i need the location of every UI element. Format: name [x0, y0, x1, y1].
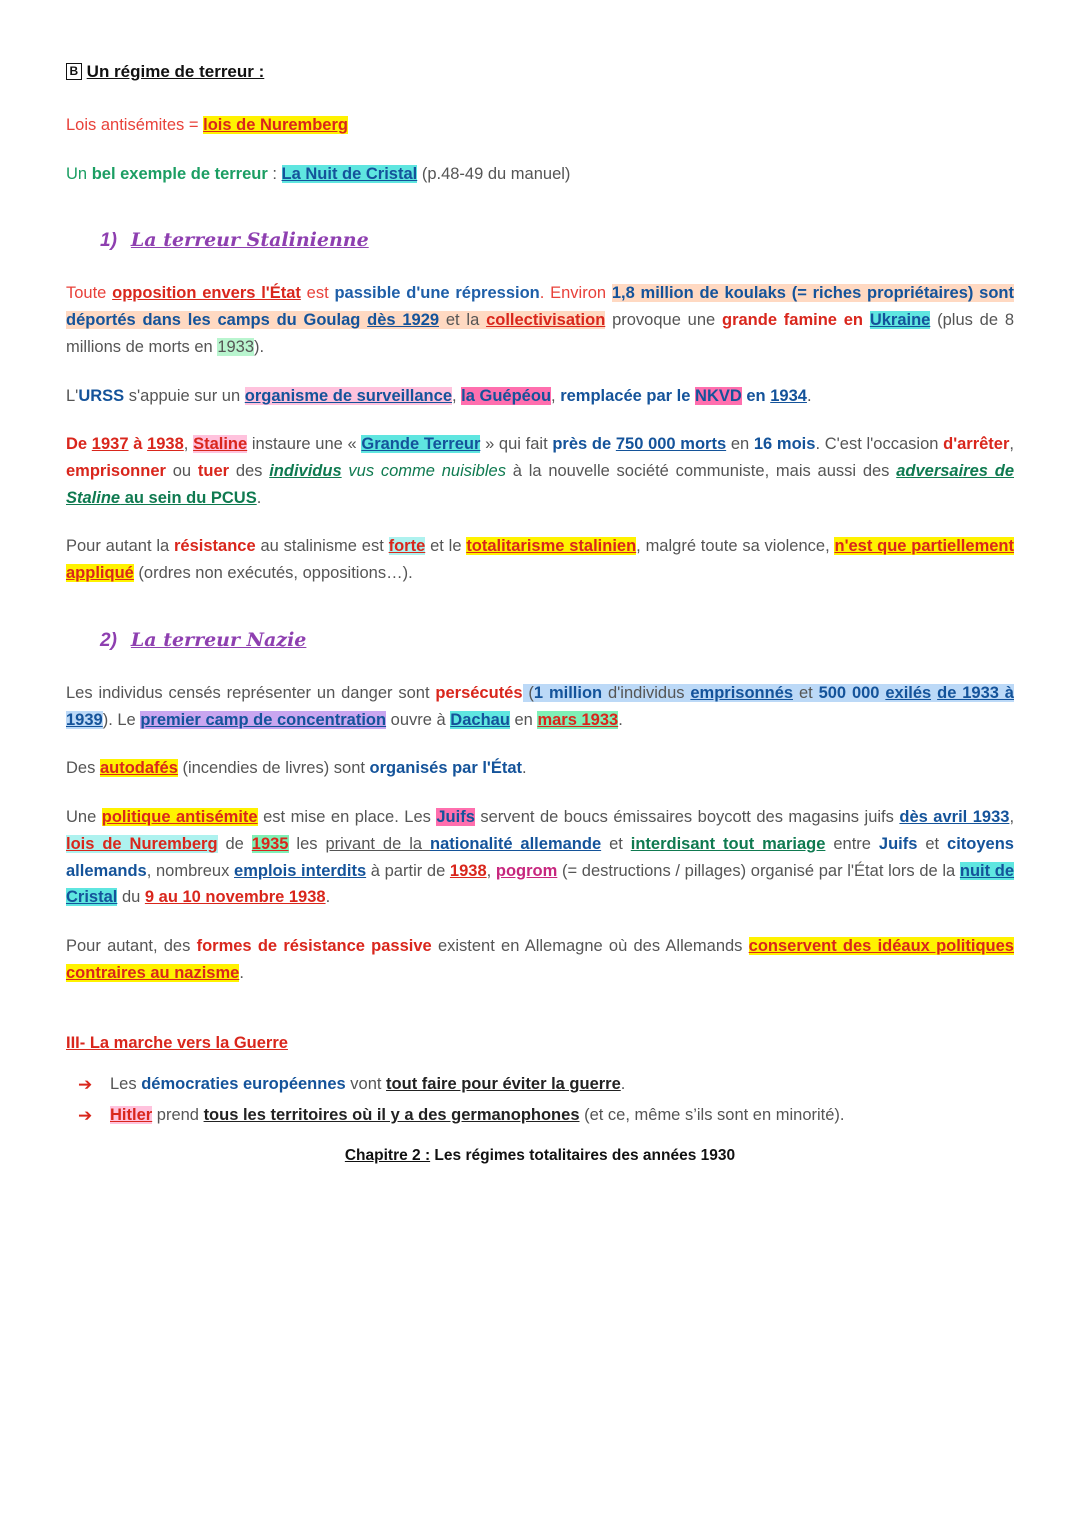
s1p3-t1: De — [66, 435, 92, 454]
s1p1-t11: provoque une — [605, 311, 722, 330]
s1p4-resistance: résistance — [174, 537, 256, 556]
s2p2-t1: Des — [66, 759, 100, 778]
s2p1-t13: ). Le — [102, 710, 141, 729]
s2p2-t5: . — [522, 759, 527, 778]
s1p1-famine: grande famine en — [721, 311, 870, 330]
s2p3-t9: de — [217, 834, 252, 853]
b2-territoires: tous les territoires où il y a des germanophones — [203, 1106, 580, 1125]
s1p3-t20: des — [229, 462, 270, 481]
s1p3-1937: 1937 — [91, 435, 129, 454]
s1p4-forte: forte — [388, 537, 426, 556]
s1-paragraph-3 — [66, 431, 1014, 511]
s1p4-t9: (ordres non exécutés, oppositions…). — [133, 564, 413, 583]
s2p3-t11: les — [288, 834, 326, 853]
s1p2-t3: s'appuie sur un — [124, 386, 245, 405]
s2p1-de-1933-1939: de 1933 à 1939 — [66, 683, 1014, 729]
b2-t5: (et ce, même s’ils sont en minorité). — [579, 1106, 845, 1125]
s1p3-staline: Staline — [193, 435, 248, 454]
s2p1-exiles: exilés — [885, 683, 932, 702]
s1p3-adversaires: adversaires de Staline — [66, 462, 1014, 507]
s2p3-t26: (= destructions / pillages) organisé par l'État lors de la — [557, 861, 960, 880]
s1p1-1933: 1933 — [217, 337, 255, 356]
s2p3-lois-nuremberg: lois de Nuremberg — [66, 834, 218, 853]
s2p1-t3: ( — [522, 683, 534, 702]
s1p3-t24: à la nouvelle société communiste, mais aussi des — [505, 462, 897, 481]
s1p1-ukraine: Ukraine — [869, 311, 931, 330]
s1p2-1934: 1934 — [770, 386, 807, 405]
s1p4-t5: et le — [425, 537, 467, 556]
paragraph-lois-antisemites — [66, 112, 1014, 139]
arrow-icon: ➔ — [78, 1075, 93, 1095]
list-item — [66, 1071, 1014, 1098]
s2p4-t3: existent en Allemagne où des Allemands — [431, 936, 749, 955]
s2p1-t17: en — [509, 710, 538, 729]
s2p3-9-10-nov-1938: 9 au 10 novembre 1938 — [144, 888, 326, 907]
subsection-2-number: 2) — [100, 629, 117, 651]
nuit-de-cristal-highlight: La Nuit de Cristal — [281, 164, 418, 183]
s1p3-t22: vus comme — [341, 462, 442, 481]
exemple-t3: : — [267, 164, 282, 183]
s1p1-goulag: (= riches propriétaires) sont déportés dans les camps du Goulag — [66, 284, 1014, 330]
s1p2-organisme-surveillance: organisme de surveillance — [244, 386, 452, 405]
s1p2-remplacee: remplacée par le — [560, 386, 696, 405]
footer-title: Les régimes totalitaires des années 1930 — [430, 1146, 736, 1164]
s2p1-t5: d'individus — [602, 683, 691, 702]
s2p3-emplois-interdits: emplois interdits — [234, 861, 367, 880]
s2p3-juifs: Juifs — [436, 808, 475, 827]
s2p3-avril-1933: dès avril 1933 — [899, 808, 1010, 827]
s2p1-dachau: Dachau — [450, 710, 510, 729]
s1p2-urss: URSS — [78, 386, 125, 405]
s1p3-t12: en — [726, 435, 754, 454]
exemple-t1: Un — [66, 164, 92, 183]
s1-paragraph-4 — [66, 533, 1014, 586]
exemple-t2: bel exemple de terreur — [91, 164, 268, 183]
s2p3-t30: . — [325, 888, 331, 907]
s2-paragraph-3 — [66, 804, 1014, 911]
s2p3-t5: servent de boucs émissaires boycott des magasins juifs — [474, 808, 900, 827]
s2p4-t1: Pour autant, des — [66, 936, 197, 955]
s2p1-500000: 500 000 — [818, 683, 880, 702]
page-footer — [66, 1147, 1014, 1165]
s2p3-politique-antisemite: politique antisémite — [101, 808, 258, 827]
arrow-icon: ➔ — [78, 1106, 93, 1126]
s1p1-repression: passible d'une répression — [334, 284, 540, 303]
s2p1-emprisonnes: emprisonnés — [690, 683, 794, 702]
s1p3-t14: . C'est l'occasion — [815, 435, 944, 454]
subsection-1-number: 1) — [100, 230, 117, 252]
s2p3-1935: 1935 — [251, 834, 289, 853]
s2-paragraph-4 — [66, 933, 1014, 986]
s1p2-t7: , — [551, 386, 561, 405]
subsection-1-heading — [100, 229, 1014, 252]
b1-t1: Les — [110, 1075, 142, 1094]
exemple-t5: (p.48-49 du manuel) — [417, 164, 571, 183]
s2p1-t19: . — [618, 710, 623, 729]
s1p3-t5: , — [183, 435, 194, 454]
footer-chapter: Chapitre 2 : — [344, 1146, 431, 1164]
s1p3-t3: à — [128, 435, 148, 454]
s2p4-t5: . — [239, 963, 244, 982]
s1p3-emprisonner: emprisonner — [66, 462, 166, 481]
s2p3-privant: privant de la — [325, 834, 430, 853]
subsection-2-heading — [100, 629, 1014, 652]
s1p3-1938: 1938 — [147, 435, 184, 454]
s1p2-t5: , — [452, 386, 462, 405]
s2p3-citoyens: citoyens allemands — [66, 834, 1014, 880]
s1p3-t9: » qui fait — [480, 435, 553, 454]
s1p3-nuisibles: nuisibles — [441, 462, 506, 481]
s2p3-interdisant-mariage: interdisant tout mariage — [630, 834, 826, 853]
s1p3-t16: , — [1009, 435, 1014, 454]
s2p3-t14: et — [601, 834, 631, 853]
s1p1-koulaks: 1,8 million de koulaks — [611, 284, 786, 303]
s2p2-autodafes: autodafés — [99, 759, 178, 778]
section-letter-box: B — [66, 63, 82, 80]
s2p1-1million: 1 million — [533, 683, 603, 702]
s1p4-t1: Pour autant la — [66, 537, 174, 556]
s2p1-t1: Les individus censés représenter un danger sont — [66, 683, 436, 702]
s1p1-t14: (plus de 8 millions de morts en — [66, 311, 1015, 356]
heading-section-b-text: Un régime de terreur : — [86, 62, 265, 81]
s1p1-collectivisation: collectivisation — [486, 311, 606, 330]
s1p1-t16: ). — [254, 337, 265, 356]
s2-paragraph-1 — [66, 680, 1014, 733]
b2-t3: prend — [152, 1106, 204, 1125]
s1p2-nkvd: NKVD — [695, 386, 742, 405]
lois-de-nuremberg-highlight: lois de Nuremberg — [203, 116, 348, 134]
s2p1-mars-1933: mars 1933 — [537, 710, 619, 729]
s1p3-tuer: tuer — [197, 462, 230, 481]
s2-paragraph-2 — [66, 755, 1014, 782]
s2p3-t7: , — [1009, 808, 1015, 827]
section-3-title: III- La marche vers la Guerre — [66, 1034, 288, 1053]
b1-t3: vont — [345, 1075, 387, 1094]
s1p1-t9: et la — [439, 311, 487, 330]
b1-eviter-guerre: tout faire pour éviter la guerre — [386, 1075, 621, 1094]
s2p3-t3: est mise en place. Les — [257, 808, 437, 827]
s1p2-t12: . — [806, 386, 812, 405]
s1p3-t27: . — [256, 488, 262, 507]
s2p3-t16: entre — [825, 834, 879, 853]
s2p1-t15: ouvre à — [386, 710, 451, 729]
subsection-1-title: La terreur Stalinienne — [130, 229, 369, 252]
s1p1-t1: Toute — [66, 284, 113, 303]
s1p4-t7: , malgré toute sa violence, — [636, 537, 835, 556]
s2p2-organises-etat: organisés par l'État — [369, 759, 523, 778]
s2p4-ideaux-politiques: conservent des idéaux politiques contraires au nazisme — [66, 936, 1014, 982]
s1p3-grande-terreur: Grande Terreur — [361, 435, 481, 454]
s1-paragraph-1 — [66, 280, 1014, 360]
s2p3-t20: , nombreux — [146, 861, 235, 880]
paragraph-bel-exemple — [66, 161, 1014, 188]
s1p3-t7: instaure une « — [247, 435, 362, 454]
s2p3-juifs2: Juifs — [878, 834, 918, 853]
list-item — [66, 1102, 1014, 1129]
s2p3-pogrom: pogrom — [495, 861, 558, 880]
b2-hitler: Hitler — [110, 1106, 153, 1125]
b1-democraties: démocraties européennes — [141, 1075, 346, 1094]
s1p2-t1: L' — [66, 386, 79, 405]
s1p3-16mois: 16 mois — [753, 435, 816, 454]
s1p3-individus: individus — [269, 462, 342, 481]
s2p3-nationalite: nationalité allemande — [429, 834, 602, 853]
s2p3-1938: 1938 — [449, 861, 487, 880]
s1p4-partiellement-applique: n'est que partiellement appliqué — [66, 537, 1014, 583]
s2p1-premier-camp: premier camp de concentration — [140, 710, 387, 729]
s2p3-t28: du — [117, 888, 145, 907]
s1p1-t3: est — [300, 284, 335, 303]
s1p4-t3: au stalinisme est — [255, 537, 389, 556]
s1p1-des-1929: dès 1929 — [367, 311, 440, 330]
s1p3-t18: ou — [165, 462, 198, 481]
s2p3-t22: à partir de — [366, 861, 450, 880]
s1p2-guepeou: la Guépéou — [461, 386, 552, 405]
s1p4-totalitarisme: totalitarisme stalinien — [466, 537, 637, 556]
s2p3-t1: Une — [66, 808, 102, 827]
s1p1-opposition: opposition envers l'État — [112, 284, 301, 303]
s2p3-nuit-de-cristal: nuit de Cristal — [66, 861, 1015, 907]
s2p1-persecutes: persécutés — [435, 683, 523, 702]
s2p3-t24: , — [486, 861, 496, 880]
s2p3-t18: et — [917, 834, 948, 853]
s1p2-t10: en — [741, 386, 771, 405]
heading-section-b — [66, 62, 1014, 82]
s1p3-750000: 750 000 morts — [615, 435, 727, 454]
b1-t5: . — [620, 1075, 626, 1094]
s1p3-pcus: au sein du PCUS — [120, 488, 257, 507]
s2p4-resistance-passive: formes de résistance passive — [196, 936, 432, 955]
s2p2-t3: (incendies de livres) sont — [177, 759, 370, 778]
s1p1-t5: . Environ — [539, 284, 612, 303]
s2p1-t7: et — [793, 683, 819, 702]
section-3-bullets — [66, 1071, 1014, 1128]
subsection-2-title: La terreur Nazie — [130, 628, 307, 651]
s1-paragraph-2 — [66, 383, 1014, 410]
lois-prefix: Lois antisémites = — [66, 116, 204, 134]
s1p3-pres-de: près de — [552, 435, 616, 454]
s1p3-arreter: d'arrêter — [943, 435, 1010, 454]
